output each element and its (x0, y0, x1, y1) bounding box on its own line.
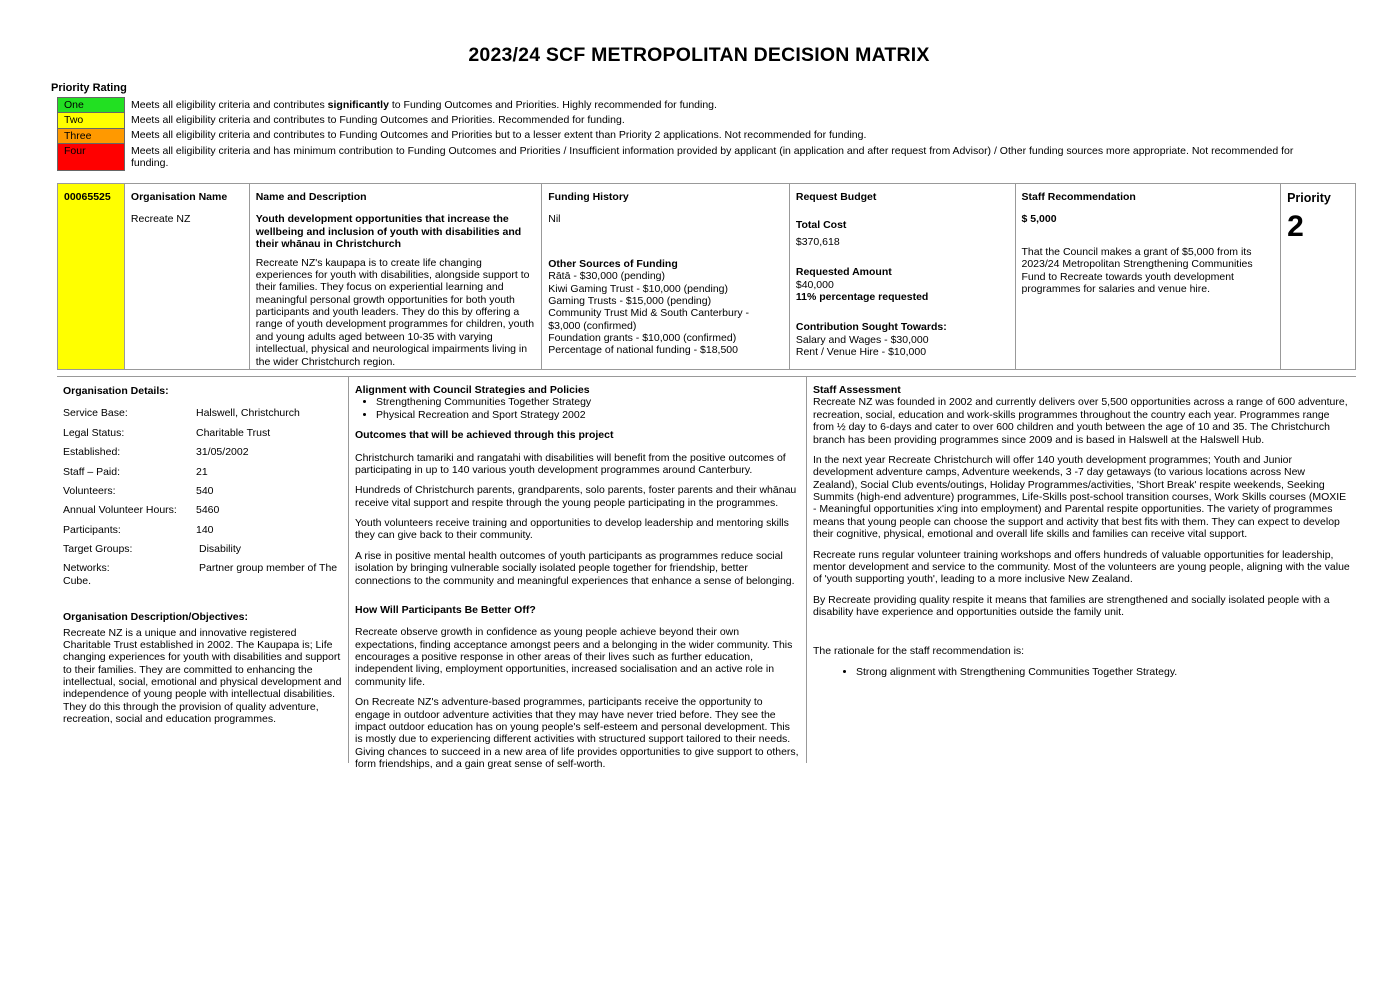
organisation-name-cell (125, 184, 250, 369)
total-cost-value: $370,618 (795, 235, 840, 248)
strategy-list (355, 396, 800, 421)
priority-value: 2 (1287, 209, 1304, 243)
staff-recommendation-text: That the Council makes a grant of $5,000 from its 2023/24 Metropolitan Strengthening Communities Fund to Recreate towards youth development programmes for salaries and venue hire. (1021, 245, 1253, 295)
detail-row-target-groups: Target Groups: Disability (63, 543, 242, 555)
total-cost-label: Total Cost (795, 219, 847, 232)
page-title: 2023/24 SCF METROPOLITAN DECISION MATRIX (468, 44, 930, 66)
funding-history-header: Funding History (548, 191, 629, 203)
priority-swatch-two: Two (58, 113, 125, 128)
name-description-cell (250, 184, 543, 369)
outcome-paragraph: A rise in positive mental health outcomes of youth participants as programmes reduce social isolation by bringing vulnerable socially isolated people together for friendship, better connections to the community and meaningful experiences that enhance a sense of belonging. (355, 549, 795, 587)
assessment-paragraph: By Recreate providing quality respite it means that families are strengthened and socially isolated people with a disability have experience and opportunities outside the family unit. (813, 593, 1330, 618)
detail-row-volunteer-hours: Annual Volunteer Hours: 5460 (63, 504, 220, 517)
alignment-column (348, 377, 806, 770)
priority-header: Priority (1287, 191, 1331, 205)
priority-swatch-four: Four (58, 144, 125, 171)
outcomes-heading: Outcomes that will be achieved through this project (355, 429, 614, 442)
detail-row-volunteers: Volunteers: 540 (63, 484, 214, 497)
name-description-header: Name and Description (255, 191, 367, 203)
project-title: Youth development opportunities that increase the wellbeing and inclusion of youth with disabilities and their whānau in Christchurch (255, 213, 522, 251)
rationale-item: • Strong alignment with Strengthening Communities Together Strategy. (856, 666, 1350, 678)
application-details-section (57, 376, 1356, 770)
contribution-item: Rent / Venue Hire - $10,000 (795, 346, 927, 358)
priority-level-three (58, 128, 1307, 143)
detail-row-established: Established: 31/05/2002 (63, 446, 249, 459)
request-budget-cell (790, 184, 1016, 369)
priority-desc-two: Meets all eligibility criteria and contributes to Funding Outcomes and Priorities. Recommended for funding. (131, 113, 625, 126)
networks-continuation: Cube. (63, 574, 92, 587)
funding-history-value: Nil (548, 213, 561, 226)
organisation-name-header: Organisation Name (130, 191, 228, 203)
other-source-item: Community Trust Mid & South Canterbury - $3,000 (confirmed) (548, 307, 749, 332)
assessment-paragraph: In the next year Recreate Christchurch will offer 140 youth development programmes; Youth and Junior development adventure camps, Adventure weekends, 3 -7 day getaways (to various locations across New Zealand), Social Club events/outings, Holiday Programmes/activities, 'Short Break' respite weekends, Seeking Summits (high-end adventure) programmes, Life-Skills post-school transition courses, Work Skills courses (MOXIE - Meaningful opportunities x'ing into employment) and Parental respite opportunities. The variety of programmes means that young people can choose the support and activity that best fits with them. They can expect to develop their cognitive, physical, emotional and overall life skills and families can receive vital support. (813, 453, 1347, 541)
contribution-sought-label: Contribution Sought Towards: (795, 321, 947, 334)
other-source-item: Foundation grants - $10,000 (confirmed) (548, 332, 737, 344)
priority-rating-legend (57, 97, 1307, 171)
other-source-item: Gaming Trusts - $15,000 (pending) (548, 294, 712, 307)
strategy-item: • Physical Recreation and Sport Strategy 2002 (376, 409, 800, 421)
outcome-paragraph: Christchurch tamariki and rangatahi with disabilities will benefit from the positive outcomes of participating in up to 140 various youth development programmes around Canterbury. (355, 451, 786, 476)
priority-level-four (58, 144, 1307, 171)
better-off-paragraph: On Recreate NZ's adventure-based programmes, participants receive the opportunity to engage in outdoor adventure activities that they may have never tried before. They see the impact outdoor education has on young people's self-esteem and personal development. This is mostly due to experiencing different activities with structured support tailored to their needs. Giving chances to succeed in a new area of life provides opportunities to give support to others, form friendships, and a gain great sense of self-worth. (355, 696, 799, 770)
organisation-name: Recreate NZ (130, 213, 191, 226)
detail-row-staff-paid: Staff – Paid: 21 (63, 465, 208, 478)
outcome-paragraph: Hundreds of Christchurch parents, grandparents, solo parents, foster parents and their whānau receive vital support and respite through the young people participating in the programmes. (355, 484, 797, 509)
rationale-intro: The rationale for the staff recommendation is: (813, 645, 1025, 658)
project-description: Recreate NZ's kaupapa is to create life changing experiences for youth with disabilities, alongside support to their families. They focus on experiential learning and meaningful personal growth opportunities for both youth participants and youth leaders. They do this by offering a range of youth development programmes for children, youth and young adults aged between 10-35 with varying intellectual, physical and neurological impairments living in the wider Christchurch region. (255, 256, 535, 368)
application-id-cell (58, 184, 125, 369)
assessment-paragraph: Recreate NZ was founded in 2002 and currently delivers over 5,500 opportunities across a range of 600 adventure, recreation, social, education and work-skills programmes throughout the country each year. Programmes range from ½ day to 6-days and cater to over 600 children and youth between the age of 10 and 35. The Christchurch branch has been providing programmes since 2009 and is based in Halswell at the Halswell Hub. (813, 396, 1348, 446)
percentage-requested: 11% percentage requested (795, 290, 929, 303)
request-budget-header: Request Budget (795, 191, 877, 203)
alignment-heading: Alignment with Council Strategies and Policies (355, 384, 590, 396)
priority-cell (1281, 184, 1355, 369)
outcome-paragraph: Youth volunteers receive training and opportunities to develop leadership and mentoring skills they can give back to their community. (355, 517, 789, 542)
assessment-paragraph: Recreate runs regular volunteer training workshops and offers hundreds of valuable opportunities for leadership, mentor development and service to the community. Most of the volunteers are young people, aligning with the value of 'youth supporting youth', leading to a more inclusive New Zealand. (813, 548, 1350, 586)
contribution-item: Salary and Wages - $30,000 (795, 333, 929, 346)
priority-rating-heading: Priority Rating (51, 82, 127, 94)
organisation-description: Recreate NZ is a unique and innovative registered Charitable Trust established in 2002. The Kaupapa is; Life changing experiences for youth with disabilities and support to their families. They are committed to enhancing the intellectual, social, emotional and physical development and independence of young people with intellectual disabilities. They do this through the provision of quality adventure, recreation, social and education programmes. (63, 626, 342, 726)
requested-amount-value: $40,000 (795, 278, 834, 291)
priority-swatch-three: Three (58, 128, 125, 143)
organisation-details-heading: Organisation Details: (63, 385, 169, 397)
other-source-item: Percentage of national funding - $18,500 (548, 344, 738, 357)
other-source-item: Rātā - $30,000 (pending) (548, 270, 665, 283)
detail-row-networks: Networks: Partner group member of The (63, 562, 338, 575)
application-summary-table (57, 183, 1356, 370)
organisation-description-heading: Organisation Description/Objectives: (63, 611, 248, 624)
staff-assessment-column (806, 377, 1356, 763)
detail-row-legal-status: Legal Status: Charitable Trust (63, 426, 271, 439)
other-sources-header: Other Sources of Funding (548, 257, 678, 270)
priority-desc-one: Meets all eligibility criteria and contributes significantly to Funding Outcomes and Priorities. Highly recommended for funding. (131, 98, 717, 111)
detail-row-service-base: Service Base: Halswell, Christchurch (63, 407, 300, 420)
application-id: 00065525 (64, 191, 111, 203)
better-off-heading: How Will Participants Be Better Off? (355, 603, 536, 616)
funding-history-cell (542, 184, 790, 369)
priority-level-two (58, 113, 1307, 128)
staff-recommendation-amount: $ 5,000 (1021, 213, 1057, 226)
organisation-details-column (57, 377, 348, 726)
staff-recommendation-cell (1016, 184, 1282, 369)
priority-swatch-one: One (58, 98, 125, 113)
other-source-item: Kiwi Gaming Trust - $10,000 (pending) (548, 282, 729, 295)
better-off-paragraph: Recreate observe growth in confidence as young people achieve beyond their own expectations, finding acceptance amongst peers and a belonging in the wider community. This encourages a positive response in other areas of their lives such as further education, independent living, employment opportunities, increased socialisation and an active role in community life. (355, 626, 793, 688)
detail-row-participants: Participants: 140 (63, 523, 214, 536)
staff-recommendation-header: Staff Recommendation (1021, 191, 1136, 203)
strategy-item: • Strengthening Communities Together Strategy (376, 396, 800, 408)
priority-level-one (58, 98, 1307, 113)
priority-desc-three: Meets all eligibility criteria and contributes to Funding Outcomes and Priorities but to a lesser extent than Priority 2 applications. Not recommended for funding. (131, 129, 867, 142)
priority-desc-four: Meets all eligibility criteria and has minimum contribution to Funding Outcomes and Priorities / Insufficient information provided by applicant (in application and after request from Advisor) / Other funding sources more appropriate. Not recommended for funding. (131, 144, 1294, 169)
staff-assessment-heading: Staff Assessment (813, 384, 901, 396)
requested-amount-label: Requested Amount (795, 266, 892, 279)
rationale-list (813, 666, 1350, 678)
